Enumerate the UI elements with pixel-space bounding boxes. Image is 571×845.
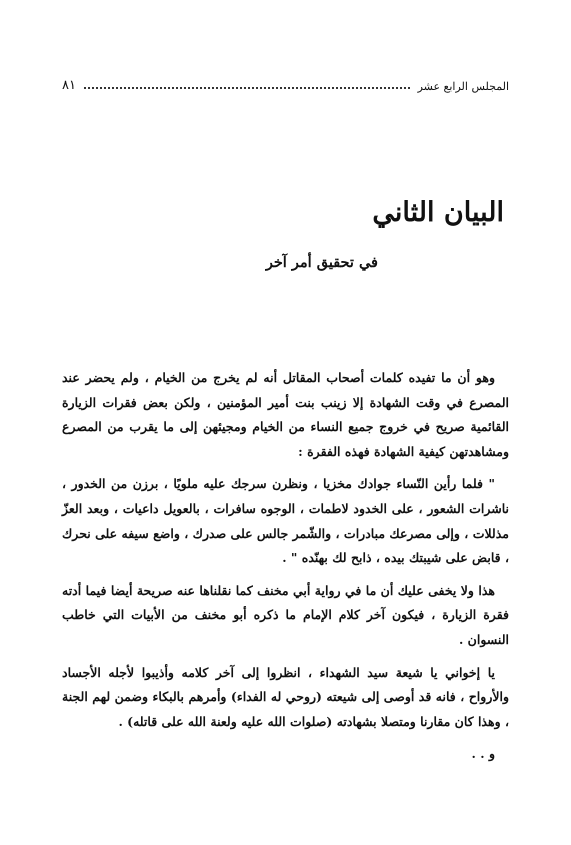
section-subtitle: في تحقيق أمر آخر <box>265 254 378 271</box>
running-header <box>62 70 509 92</box>
paragraph-2-quote: " فلما رأين النّساء جوادك مخزيا ، ونظرن سرجك عليه ملويًا ، برزن من الخدور ، ناشرات الشعور ، على الخدود لاطمات ، الوجوه سافرات ، بالعويل داعيات ، وبعد العزّ مذللات ، وإلى مصرعك مبادرات ، والشّمر جالس على صدرك ، واضع سيفه على نحرك ، قابض على شيبتك بيده ، ذابح لك بهنّده " . <box>62 476 509 566</box>
body-text <box>62 366 509 767</box>
header-dot-leader <box>84 87 410 89</box>
paragraph-4: يا إخواني يا شيعة سيد الشهداء ، انظروا إلى آخر كلامه وأذيبوا لأجله الأجساد والأرواح ، فانه قد أوصى إلى شيعته (روحي له الفداء) وأمرهم بالبكاء وضمن لهم الجنة ، وهذا كان مقارنا ومتصلا بشهادته (صلوات الله عليه ولعنة الله على قاتله) . <box>62 664 509 729</box>
header-title: المجلس الرابع عشر <box>417 80 509 93</box>
paragraph-5: و . . <box>471 746 495 762</box>
section-title: البيان الثاني <box>372 197 504 228</box>
paragraph-1: وهو أن ما تفيده كلمات أصحاب المقاتل أنه لم يخرج من الخيام ، ولم يحضر عند المصرع في وقت الشهادة إلا زينب بنت أمير المؤمنين ، ولكن بعض فقرات الزيارة القائمية صريح في خروج جميع النساء من الخيام ومجيئهن إلى ما يقرب من المصرع ومشاهدتهن كيفية الشهادة فهذه الفقرة : <box>62 370 509 459</box>
paragraph-3: هذا ولا يخفى عليك أن ما في رواية أبي مخنف كما نقلناها عنه صريحة أيضا فيما أدته فقرة الزيارة ، فيكون آخر كلام الإمام ما ذكره أبو مخنف من الأبيات التي خاطب النسوان . <box>62 582 509 647</box>
page-number: ٨١ <box>62 78 76 93</box>
